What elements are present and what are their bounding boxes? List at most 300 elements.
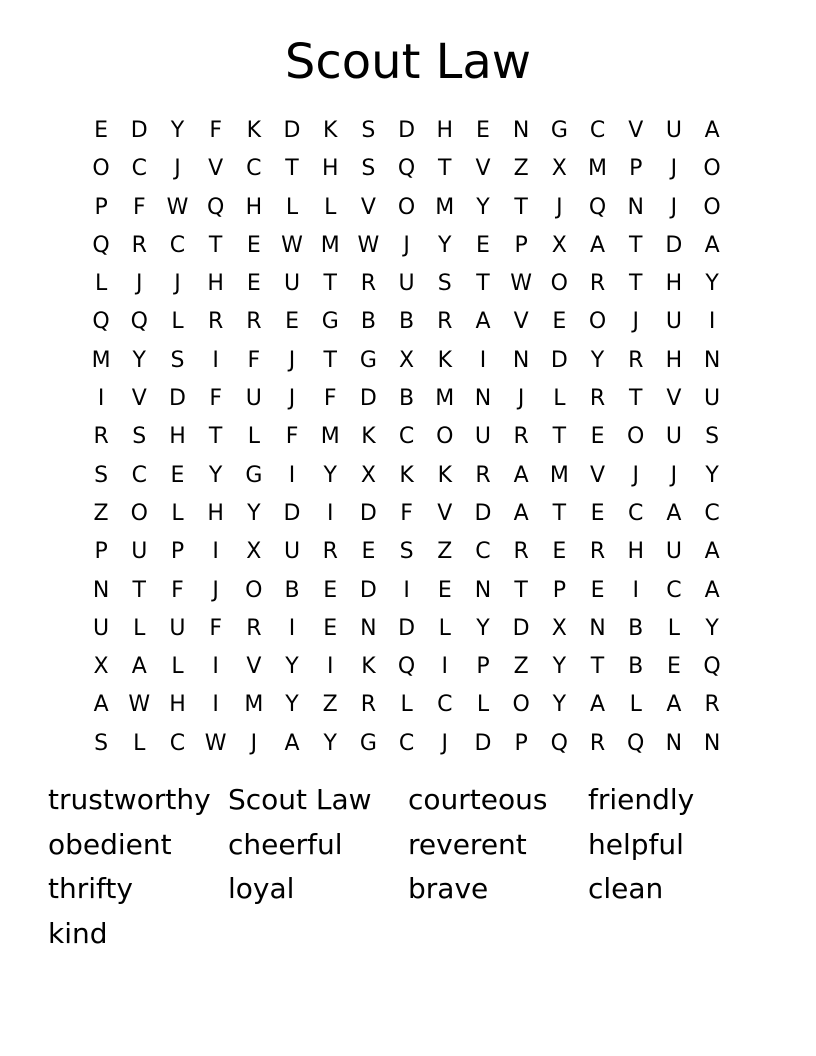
grid-letter: D: [512, 615, 530, 641]
page-title: Scout Law: [284, 34, 532, 90]
grid-letter: A: [590, 232, 606, 258]
grid-letter: L: [94, 271, 108, 297]
grid-letter: O: [703, 156, 721, 182]
grid-letter: R: [513, 424, 529, 450]
word-list-item: thrifty: [48, 872, 133, 906]
grid-letter: Q: [206, 194, 225, 220]
grid-row: [82, 725, 732, 763]
grid-letter: T: [552, 424, 567, 450]
grid-letter: U: [704, 386, 721, 412]
grid-letter: M: [320, 232, 340, 258]
grid-letter: E: [323, 615, 338, 641]
grid-letter: Z: [513, 654, 529, 680]
grid-letter: R: [131, 232, 147, 258]
grid-letter: L: [133, 730, 146, 756]
grid-letter: U: [245, 386, 262, 412]
grid-letter: K: [361, 654, 376, 680]
grid-letter: I: [326, 500, 334, 526]
grid-letter: C: [437, 692, 453, 718]
grid-letter: I: [212, 692, 219, 718]
grid-letter: Y: [170, 118, 185, 143]
grid-letter: H: [665, 271, 683, 297]
grid-letter: B: [399, 309, 415, 335]
grid-letter: L: [553, 386, 566, 412]
word-list-item: helpful: [588, 827, 684, 861]
grid-row: [82, 265, 732, 303]
grid-letter: V: [437, 500, 453, 526]
grid-letter: J: [288, 347, 296, 373]
grid-letter: R: [589, 386, 606, 412]
grid-letter: D: [168, 386, 186, 412]
grid-letter: W: [204, 730, 227, 756]
grid-letter: T: [476, 271, 490, 297]
grid-letter: N: [703, 347, 721, 373]
grid-letter: Q: [130, 309, 148, 335]
grid-letter: C: [475, 539, 491, 565]
grid-letter: C: [398, 730, 415, 756]
grid-letter: R: [589, 730, 606, 756]
grid-letter: D: [359, 386, 377, 412]
grid-letter: U: [474, 424, 492, 450]
grid-letter: H: [169, 424, 186, 450]
grid-letter: R: [628, 347, 644, 373]
grid-letter: Q: [588, 194, 607, 220]
grid-letter: R: [322, 539, 338, 565]
grid-letter: I: [288, 615, 296, 641]
grid-letter: C: [589, 118, 606, 143]
grid-row: [82, 495, 732, 533]
grid-letter: L: [400, 692, 413, 718]
grid-letter: E: [552, 539, 567, 565]
grid-letter: I: [212, 654, 219, 680]
grid-letter: H: [245, 194, 263, 220]
grid-letter: A: [666, 692, 682, 718]
grid-letter: S: [399, 539, 414, 565]
grid-letter: Y: [323, 462, 337, 488]
grid-row: [82, 686, 732, 724]
grid-letter: Q: [627, 730, 645, 756]
grid-letter: S: [705, 424, 720, 450]
grid-letter: A: [475, 309, 491, 335]
grid-letter: S: [94, 730, 109, 756]
grid-letter: G: [321, 309, 339, 335]
grid-letter: F: [132, 194, 146, 220]
grid-letter: R: [246, 615, 262, 641]
grid-row: [82, 457, 732, 495]
grid-letter: T: [552, 500, 567, 526]
grid-letter: V: [131, 386, 147, 412]
grid-letter: T: [628, 386, 643, 412]
grid-letter: U: [93, 615, 110, 641]
grid-letter: N: [474, 386, 492, 412]
grid-letter: S: [170, 347, 185, 373]
letter-grid: [82, 112, 732, 763]
grid-letter: D: [665, 232, 683, 258]
grid-letter: R: [437, 309, 453, 335]
grid-letter: S: [361, 118, 376, 143]
grid-letter: P: [552, 577, 566, 603]
word-list-item: trustworthy: [48, 783, 211, 816]
grid-letter: X: [246, 539, 262, 565]
grid-letter: O: [512, 692, 530, 718]
grid-letter: E: [437, 577, 452, 603]
grid-row: [82, 380, 732, 418]
grid-letter: V: [666, 386, 682, 412]
grid-letter: E: [666, 654, 681, 680]
grid-letter: T: [628, 271, 643, 297]
grid-letter: E: [476, 232, 490, 258]
grid-letter: X: [399, 347, 415, 373]
grid-letter: A: [513, 500, 529, 526]
grid-letter: W: [281, 232, 303, 258]
grid-letter: U: [665, 424, 682, 450]
grid-letter: M: [588, 156, 608, 182]
grid-letter: E: [246, 271, 261, 297]
word-list-item: brave: [408, 872, 489, 906]
grid-letter: L: [171, 654, 184, 680]
grid-letter: P: [94, 194, 108, 220]
grid-letter: G: [359, 730, 377, 756]
grid-letter: Q: [703, 654, 721, 680]
grid-letter: V: [628, 118, 644, 143]
grid-letter: T: [590, 654, 605, 680]
grid-letter: J: [250, 730, 258, 756]
grid-letter: E: [476, 118, 490, 143]
grid-letter: E: [285, 309, 299, 335]
grid-letter: S: [132, 424, 147, 450]
grid-letter: O: [397, 194, 416, 220]
grid-row: [82, 189, 732, 227]
grid-letter: J: [403, 232, 410, 258]
grid-letter: W: [166, 194, 189, 220]
grid-letter: X: [551, 615, 567, 641]
grid-letter: V: [360, 194, 376, 220]
grid-letter: F: [171, 577, 184, 603]
grid-letter: D: [359, 577, 377, 603]
word-list-item: courteous: [408, 783, 548, 816]
grid-letter: Q: [550, 730, 568, 756]
grid-letter: N: [703, 730, 721, 756]
grid-letter: F: [323, 386, 337, 412]
grid-letter: Y: [476, 194, 490, 220]
grid-letter: C: [131, 462, 147, 488]
grid-letter: C: [704, 500, 720, 526]
word-list-item: reverent: [408, 827, 527, 861]
grid-letter: Y: [208, 462, 223, 488]
grid-letter: R: [475, 462, 491, 488]
grid-letter: B: [360, 309, 376, 335]
grid-letter: O: [245, 577, 263, 603]
grid-letter: C: [398, 424, 415, 450]
grid-letter: R: [589, 539, 606, 565]
grid-letter: I: [708, 309, 716, 335]
grid-letter: U: [665, 118, 682, 143]
grid-letter: Q: [92, 309, 110, 335]
grid-letter: J: [670, 462, 678, 488]
grid-letter: Y: [705, 615, 719, 641]
grid-letter: T: [323, 347, 337, 373]
grid-letter: D: [398, 118, 416, 143]
grid-letter: H: [207, 500, 224, 526]
grid-letter: M: [91, 347, 111, 373]
grid-letter: D: [130, 118, 148, 143]
grid-letter: T: [208, 232, 223, 258]
grid-letter: U: [283, 539, 301, 565]
grid-letter: R: [208, 309, 224, 335]
grid-letter: C: [169, 730, 186, 756]
grid-row: [82, 342, 732, 380]
grid-letter: A: [666, 500, 682, 526]
grid-letter: X: [551, 156, 567, 182]
grid-letter: J: [212, 577, 219, 603]
grid-letter: E: [590, 424, 605, 450]
grid-letter: Y: [132, 347, 146, 373]
grid-letter: D: [550, 347, 568, 373]
grid-letter: H: [627, 539, 644, 565]
word-list-item: obedient: [48, 827, 172, 861]
grid-letter: Z: [322, 692, 338, 718]
grid-letter: I: [97, 386, 105, 412]
grid-letter: G: [550, 118, 568, 143]
grid-letter: U: [665, 539, 682, 565]
grid-letter: D: [398, 615, 416, 641]
grid-letter: H: [665, 347, 683, 373]
grid-letter: C: [169, 232, 186, 258]
grid-letter: P: [514, 730, 528, 756]
grid-letter: J: [632, 309, 639, 335]
grid-letter: P: [94, 539, 108, 565]
grid-letter: A: [704, 232, 720, 258]
grid-letter: I: [403, 577, 410, 603]
grid-letter: R: [360, 692, 377, 718]
grid-letter: Y: [590, 347, 605, 373]
grid-letter: L: [171, 500, 184, 526]
word-list-item: friendly: [588, 783, 695, 816]
grid-letter: S: [361, 156, 376, 182]
grid-letter: J: [288, 386, 296, 412]
grid-letter: Y: [438, 232, 452, 258]
grid-letter: Y: [705, 271, 719, 297]
grid-letter: X: [93, 654, 109, 680]
grid-letter: O: [92, 156, 110, 182]
grid-letter: I: [288, 462, 296, 488]
grid-letter: R: [704, 692, 720, 718]
grid-letter: L: [285, 194, 299, 220]
grid-letter: N: [92, 577, 110, 603]
grid-letter: N: [627, 194, 644, 220]
grid-letter: K: [246, 118, 262, 143]
grid-letter: Q: [92, 232, 110, 258]
grid-letter: Z: [513, 156, 529, 182]
grid-row: [82, 533, 732, 571]
grid-letter: S: [94, 462, 109, 488]
grid-row: [82, 227, 732, 265]
grid-letter: J: [136, 271, 143, 297]
grid-letter: A: [284, 730, 300, 756]
grid-letter: D: [283, 500, 301, 526]
grid-letter: Y: [323, 730, 337, 756]
grid-letter: T: [208, 424, 223, 450]
grid-letter: U: [283, 271, 301, 297]
grid-letter: U: [398, 271, 415, 297]
grid-letter: M: [435, 386, 455, 412]
grid-letter: A: [704, 539, 720, 565]
grid-letter: W: [357, 232, 380, 258]
grid-letter: O: [703, 194, 721, 220]
grid-letter: T: [132, 577, 146, 603]
grid-letter: A: [513, 462, 529, 488]
grid-letter: C: [628, 500, 644, 526]
grid-letter: P: [514, 232, 528, 258]
grid-row: [82, 303, 732, 341]
grid-letter: X: [360, 462, 376, 488]
grid-letter: A: [590, 692, 606, 718]
grid-letter: J: [556, 194, 563, 220]
grid-letter: J: [174, 271, 181, 297]
grid-letter: U: [665, 309, 682, 335]
grid-letter: M: [320, 424, 340, 450]
grid-letter: Z: [93, 500, 109, 526]
grid-letter: O: [550, 271, 568, 297]
grid-letter: V: [513, 309, 529, 335]
grid-letter: B: [628, 654, 644, 680]
grid-letter: Y: [552, 654, 567, 680]
word-list-item: kind: [48, 917, 108, 951]
grid-letter: J: [174, 156, 181, 182]
grid-letter: K: [437, 462, 452, 488]
grid-letter: O: [627, 424, 645, 450]
grid-letter: J: [441, 730, 449, 756]
grid-letter: J: [670, 156, 678, 182]
grid-row: [82, 418, 732, 456]
grid-row: [82, 572, 732, 610]
grid-letter: L: [438, 615, 451, 641]
grid-letter: O: [588, 309, 607, 335]
grid-letter: U: [169, 615, 186, 641]
grid-letter: K: [399, 462, 414, 488]
grid-letter: A: [93, 692, 109, 718]
grid-letter: J: [670, 194, 678, 220]
grid-letter: Y: [476, 615, 490, 641]
grid-letter: V: [246, 654, 262, 680]
grid-letter: E: [552, 309, 567, 335]
grid-letter: E: [170, 462, 185, 488]
grid-letter: E: [361, 539, 376, 565]
grid-letter: P: [476, 654, 490, 680]
grid-letter: I: [632, 577, 639, 603]
grid-letter: I: [441, 654, 449, 680]
grid-letter: X: [551, 232, 567, 258]
grid-letter: E: [590, 500, 605, 526]
word-list-item: clean: [588, 872, 664, 906]
grid-letter: D: [283, 118, 301, 143]
grid-letter: F: [247, 347, 261, 373]
grid-letter: L: [667, 615, 681, 641]
grid-row: [82, 610, 732, 648]
grid-letter: Q: [397, 156, 416, 182]
grid-letter: P: [629, 156, 643, 182]
grid-letter: Y: [552, 692, 567, 718]
word-list-item: Scout Law: [228, 783, 372, 816]
grid-row: [82, 112, 732, 150]
grid-letter: A: [704, 118, 720, 143]
grid-letter: G: [245, 462, 263, 488]
grid-letter: E: [323, 577, 338, 603]
grid-letter: R: [589, 271, 606, 297]
grid-letter: F: [209, 118, 222, 143]
grid-letter: I: [212, 347, 219, 373]
grid-letter: V: [208, 156, 224, 182]
grid-letter: I: [212, 539, 219, 565]
grid-letter: M: [244, 692, 264, 718]
grid-letter: F: [400, 500, 413, 526]
word-list-item: loyal: [228, 872, 295, 906]
grid-letter: I: [326, 654, 334, 680]
grid-letter: Y: [705, 462, 719, 488]
grid-letter: V: [590, 462, 606, 488]
grid-letter: H: [436, 118, 454, 143]
grid-letter: L: [324, 194, 337, 220]
grid-letter: T: [438, 156, 452, 182]
grid-letter: T: [514, 577, 528, 603]
grid-letter: A: [131, 654, 147, 680]
grid-letter: V: [475, 156, 491, 182]
grid-letter: B: [628, 615, 644, 641]
grid-letter: L: [247, 424, 260, 450]
grid-letter: C: [131, 156, 147, 182]
grid-letter: T: [285, 156, 299, 182]
grid-letter: E: [590, 577, 605, 603]
grid-letter: T: [514, 194, 528, 220]
grid-letter: N: [360, 615, 377, 641]
grid-letter: W: [128, 692, 151, 718]
grid-letter: F: [285, 424, 299, 450]
grid-letter: W: [510, 271, 533, 297]
grid-letter: J: [632, 462, 639, 488]
grid-letter: O: [130, 500, 148, 526]
grid-letter: N: [665, 730, 683, 756]
grid-letter: K: [361, 424, 376, 450]
grid-letter: U: [131, 539, 148, 565]
grid-letter: R: [513, 539, 529, 565]
grid-letter: N: [512, 118, 530, 143]
grid-letter: H: [169, 692, 186, 718]
grid-letter: M: [549, 462, 569, 488]
grid-letter: B: [399, 386, 415, 412]
grid-letter: L: [629, 692, 642, 718]
grid-letter: L: [133, 615, 146, 641]
grid-letter: I: [479, 347, 487, 373]
grid-letter: Q: [397, 654, 416, 680]
grid-letter: D: [474, 500, 492, 526]
grid-letter: Y: [285, 654, 299, 680]
grid-letter: D: [474, 730, 492, 756]
grid-letter: K: [323, 118, 338, 143]
grid-letter: D: [359, 500, 377, 526]
word-list-item: cheerful: [228, 827, 343, 861]
grid-letter: F: [209, 386, 222, 412]
grid-letter: J: [517, 386, 525, 412]
grid-letter: P: [170, 539, 185, 565]
grid-letter: N: [589, 615, 606, 641]
grid-letter: T: [628, 232, 643, 258]
grid-letter: C: [246, 156, 262, 182]
grid-letter: L: [171, 309, 184, 335]
grid-letter: N: [512, 347, 530, 373]
grid-letter: M: [435, 194, 455, 220]
grid-letter: S: [437, 271, 452, 297]
grid-row: [82, 648, 732, 686]
